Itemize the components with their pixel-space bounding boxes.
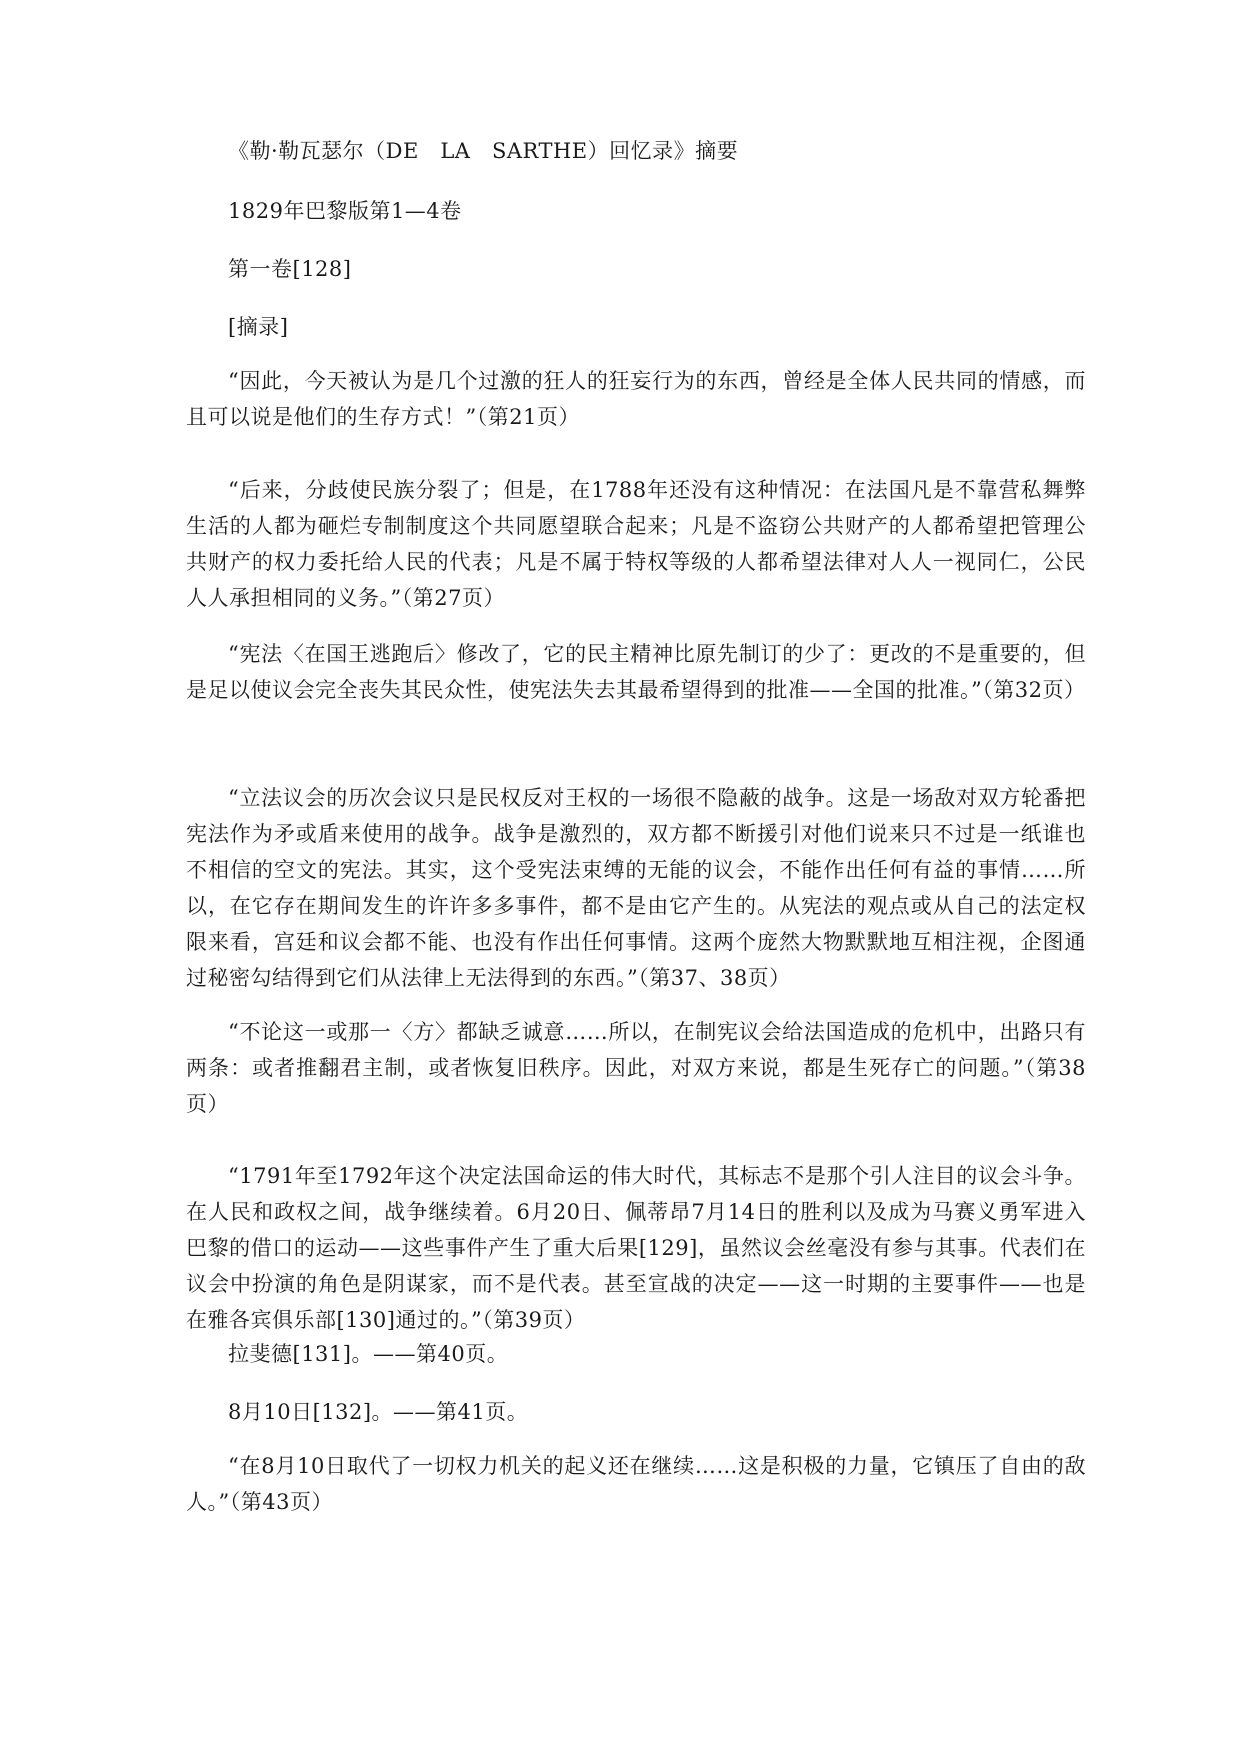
volume-heading: 第一卷[128] <box>228 257 352 281</box>
note-lafayette: 拉斐德[131]。——第40页。 <box>228 1342 509 1366</box>
paragraph-3: “宪法〈在国王逃跑后〉修改了，它的民主精神比原先制订的少了：更改的不是重要的，但是足以使议会完全丧失其民众性，使宪法失去其最希望得到的批准——全国的批准。”（第32页） <box>186 642 1086 702</box>
paragraph-6: “1791年至1792年这个决定法国命运的伟大时代，其标志不是那个引人注目的议会斗争。在人民和政权之间，战争继续着。6月20日、佩蒂昂7月14日的胜利以及成为马赛义勇军进入巴黎的借口的运动——这些事件产生了重大后果[129]，虽然议会丝毫没有参与其事。代表们在议会中扮演的角色是阴谋家，而不是代表。甚至宣战的决定——这一时期的主要事件——也是在雅各宾俱乐部[130]通过的。”（第39页） <box>186 1164 1086 1332</box>
paragraph-5: “不论这一或那一〈方〉都缺乏诚意……所以，在制宪议会给法国造成的危机中，出路只有两条：或者推翻君主制，或者恢复旧秩序。因此，对双方来说，都是生死存亡的问题。”（第38页） <box>186 1020 1086 1116</box>
document-title: 《勒·勒瓦瑟尔（DE LA SARTHE）回忆录》摘要 <box>228 139 739 163</box>
document-page <box>186 0 1086 1754</box>
paragraph-4: “立法议会的历次会议只是民权反对王权的一场很不隐蔽的战争。这是一场敌对双方轮番把宪法作为矛或盾来使用的战争。战争是激烈的，双方都不断援引对他们说来只不过是一纸谁也不相信的空文的宪法。其实，这个受宪法束缚的无能的议会，不能作出任何有益的事情……所以，在它存在期间发生的许许多多事件，都不是由它产生的。从宪法的观点或从自己的法定权限来看，宫廷和议会都不能、也没有作出任何事情。这两个庞然大物默默地互相注视，企图通过秘密勾结得到它们从法律上无法得到的东西。”（第37、38页） <box>186 786 1086 990</box>
paragraph-2: “后来，分歧使民族分裂了；但是，在1788年还没有这种情况：在法国凡是不靠营私舞弊生活的人都为砸烂专制制度这个共同愿望联合起来；凡是不盗窃公共财产的人都希望把管理公共财产的权力委托给人民的代表；凡是不属于特权等级的人都希望法律对人人一视同仁，公民人人承担相同的义务。”（第27页） <box>186 478 1086 610</box>
paragraph-last: “在8月10日取代了一切权力机关的起义还在继续……这是积极的力量，它镇压了自由的敌人。”（第43页） <box>186 1454 1086 1514</box>
edition-line: 1829年巴黎版第1—4卷 <box>228 199 462 223</box>
paragraph-1: “因此，今天被认为是几个过激的狂人的狂妄行为的东西，曾经是全体人民共同的情感，而且可以说是他们的生存方式！”（第21页） <box>186 369 1086 429</box>
note-aug10: 8月10日[132]。——第41页。 <box>228 1400 529 1424</box>
section-label: [摘录] <box>228 315 289 339</box>
